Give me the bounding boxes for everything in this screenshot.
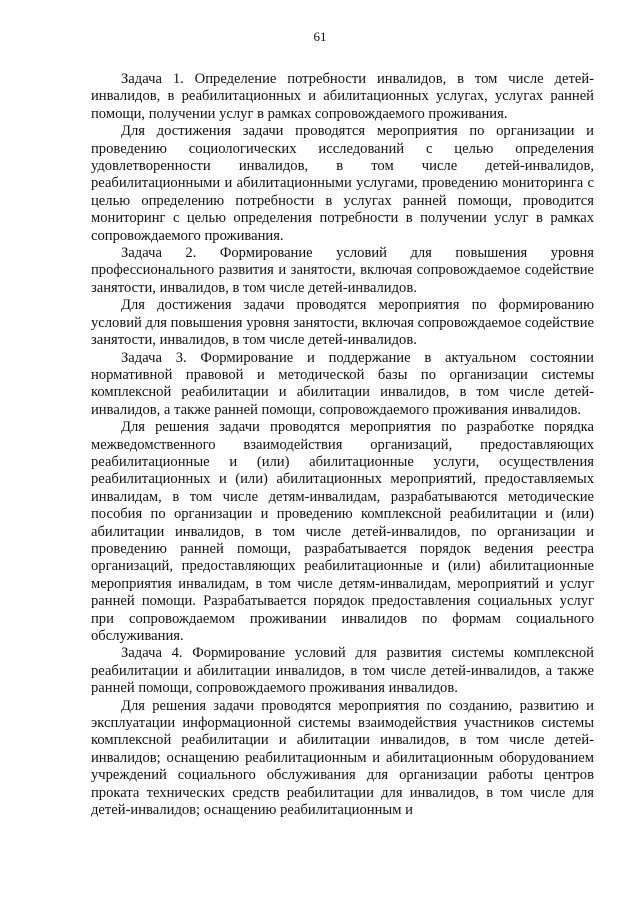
- paragraph-task-2-measures: Для достижения задачи проводятся мероприятия по формированию условий для повышения уровня занятости, включая сопровождаемое содействие занятости, инвалидов, в том числе детей-инвалидов.: [91, 297, 594, 349]
- paragraph-task-4-measures: Для решения задачи проводятся мероприятия по созданию, развитию и эксплуатации информационной системы взаимодействия участников системы комплексной реабилитации и абилитации инвалидов, в том числе детей-инвалидов; оснащению реабилитационным и абилитационным оборудованием учреждений социального обслуживания для организации работы центров проката технических средств реабилитации для инвалидов, в том числе для детей-инвалидов; оснащению реабилитационным и: [91, 697, 594, 819]
- paragraph-task-3-measures: Для решения задачи проводятся мероприятия по разработке порядка межведомственного взаимодействия организаций, предоставляющих реабилитационные и (или) абилитационные услуги, осуществления реабилитационных и (или) абилитационных мероприятий, предоставляемых инвалидам, в том числе детям-инвалидам, разрабатываются методические пособия по организации и проведению комплексной реабилитации и (или) абилитации инвалидов, в том числе детей-инвалидов, по организации и проведению ранней помощи, разрабатывается порядок ведения реестра организаций, предоставляющих реабилитационные и (или) абилитационные мероприятия инвалидам, в том числе детям-инвалидам, мероприятий и услуг ранней помощи. Разрабатывается порядок предоставления социальных услуг при сопровождаемом проживании инвалидов по формам социального обслуживания.: [91, 419, 594, 644]
- paragraph-task-4: Задача 4. Формирование условий для развития системы комплексной реабилитации и абилитации инвалидов, в том числе детей-инвалидов, а также ранней помощи, сопровождаемого проживания инвалидов.: [91, 645, 594, 697]
- page-number: 61: [313, 29, 327, 44]
- document-body: [91, 71, 594, 819]
- paragraph-task-1-measures: Для достижения задачи проводятся мероприятия по организации и проведению социологических исследований с целью определения удовлетворенности инвалидов, в том числе детей-инвалидов, реабилитационными и абилитационными услугами, проведению мониторинга с целью определению потребности в услугах ранней помощи, проводится мониторинг с целью определения потребности в получении услуг в рамках сопровождаемого проживания.: [91, 123, 594, 244]
- paragraph-task-2: Задача 2. Формирование условий для повышения уровня профессионального развития и занятости, включая сопровождаемое содействие занятости, инвалидов, в том числе детей-инвалидов.: [91, 245, 594, 296]
- paragraph-task-1: Задача 1. Определение потребности инвалидов, в том числе детей-инвалидов, в реабилитационных и абилитационных услугах, услугах ранней помощи, получении услуг в рамках сопровождаемого проживания.: [91, 71, 594, 122]
- paragraph-task-3: Задача 3. Формирование и поддержание в актуальном состоянии нормативной правовой и методической базы по организации системы комплексной реабилитации и абилитации инвалидов, в том числе детей-инвалидов, а также ранней помощи, сопровождаемого проживания инвалидов.: [91, 349, 594, 418]
